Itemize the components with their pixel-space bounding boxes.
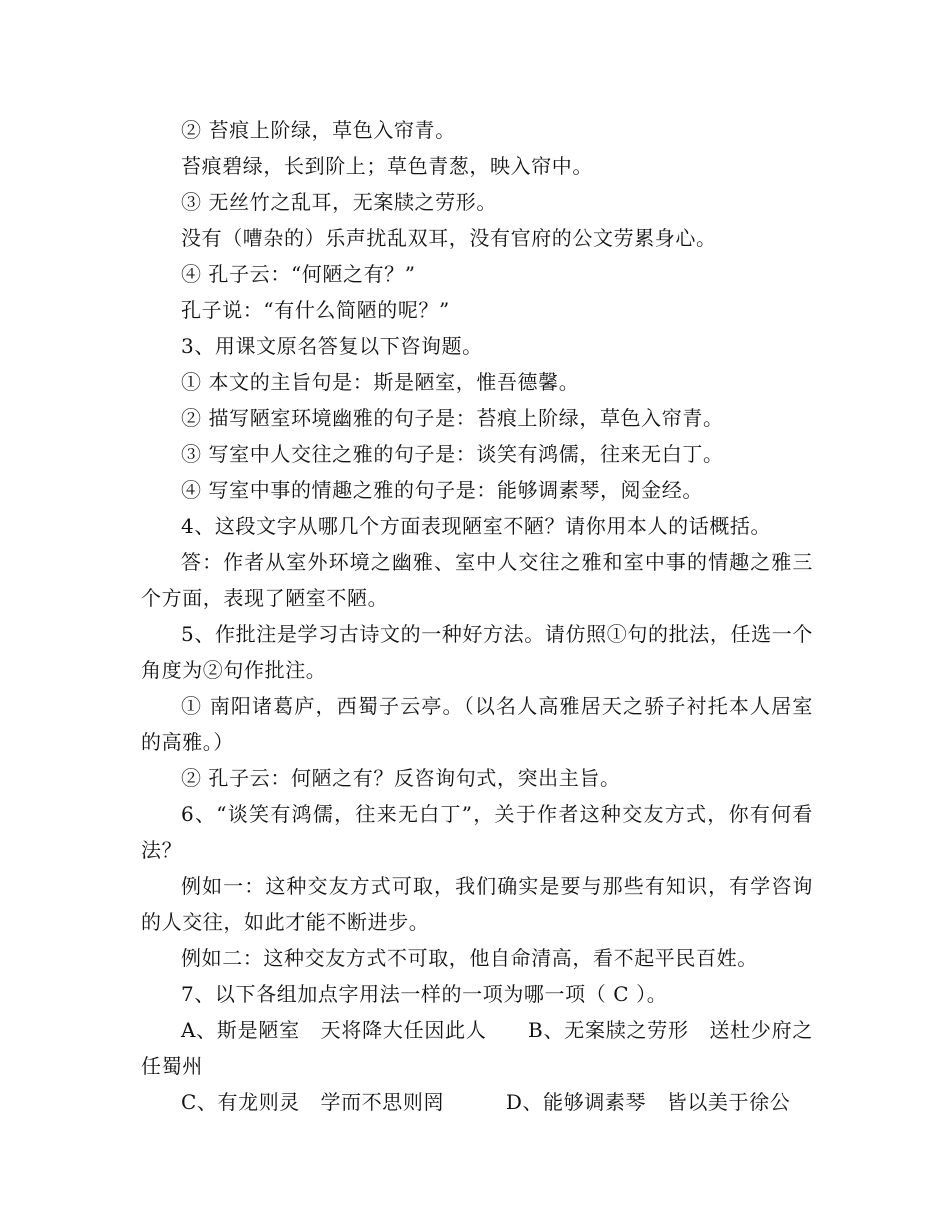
paragraph: ④ 孔子云：“何陋之有？” xyxy=(181,262,416,286)
answer-paragraph: 答：作者从室外环境之幽雅、室中人交往之雅和室中事的情趣之雅三个方面，表现了陋室不陋。 xyxy=(141,550,813,610)
question-heading: 6、“谈笑有鸿儒，往来无白丁”，关于作者这种交友方式，你有何看法？ xyxy=(141,802,813,862)
paragraph: 孔子说：“有什么简陋的呢？” xyxy=(181,298,450,322)
paragraph: ③ 无丝竹之乱耳，无案牍之劳形。 xyxy=(181,190,497,214)
option-row: C、有龙则灵 学而不思则罔 D、能够调素琴 皆以美于徐公 xyxy=(181,1090,791,1114)
paragraph: ② 苔痕上阶绿，草色入帘青。 xyxy=(181,118,456,142)
answer-paragraph: 例如二：这种交友方式不可取，他自命清高，看不起平民百姓。 xyxy=(181,946,758,970)
paragraph: ② 描写陋室环境幽雅的句子是：苔痕上阶绿，草色入帘青。 xyxy=(181,406,724,430)
document-body xyxy=(141,112,813,1120)
paragraph: ② 孔子云：何陋之有？反咨询句式，突出主旨。 xyxy=(181,766,621,790)
question-heading: 4、这段文字从哪几个方面表现陋室不陋？请你用本人的话概括。 xyxy=(181,514,772,538)
paragraph: ① 本文的主旨句是：斯是陋室，惟吾德馨。 xyxy=(181,370,580,394)
paragraph: ① 南阳诸葛庐，西蜀子云亭。（以名人高雅居天之骄子衬托本人居室的高雅。） xyxy=(141,694,813,754)
question-heading: 3、用课文原名答复以下咨询题。 xyxy=(181,334,483,358)
paragraph: 没有（嘈杂的）乐声扰乱双耳，没有官府的公文劳累身心。 xyxy=(181,226,717,250)
paragraph: ④ 写室中事的情趣之雅的句子是：能够调素琴，阅金经。 xyxy=(181,478,703,502)
answer-paragraph: 例如一：这种交友方式可取，我们确实是要与那些有知识，有学咨询的人交往，如此才能不断进步。 xyxy=(141,874,813,934)
paragraph: ③ 写室中人交往之雅的句子是：谈笑有鸿儒，往来无白丁。 xyxy=(181,442,724,466)
option-row: A、斯是陋室 天将降大任因此人 B、无案牍之劳形 送杜少府之任蜀州 xyxy=(141,1018,813,1078)
question-heading: 7、以下各组加点字用法一样的一项为哪一项（ C ）。 xyxy=(181,982,668,1006)
paragraph: 苔痕碧绿，长到阶上；草色青葱，映入帘中。 xyxy=(181,154,593,178)
question-heading: 5、作批注是学习古诗文的一种好方法。请仿照①句的批法，任选一个角度为②句作批注。 xyxy=(141,622,813,682)
